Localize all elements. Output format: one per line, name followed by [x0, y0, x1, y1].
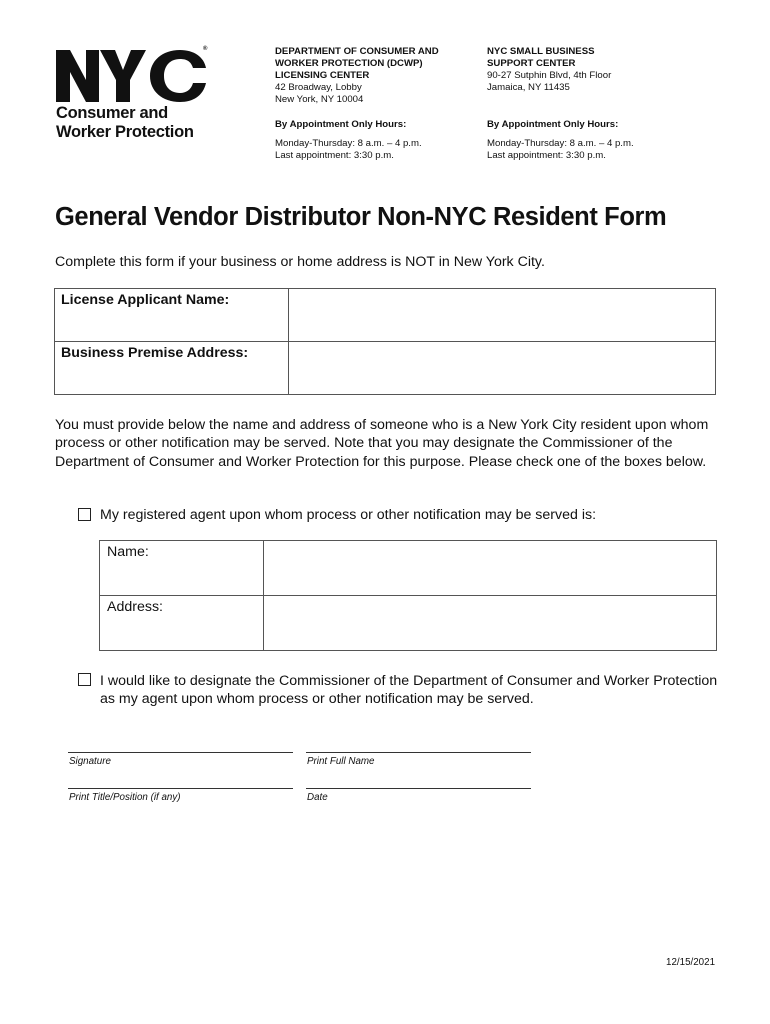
signature-label: Signature: [69, 756, 111, 767]
registered-mark: ®: [203, 46, 208, 52]
nyc-logo-icon: [56, 46, 208, 102]
office1-city: New York, NY 10004: [275, 94, 364, 105]
office2-name-line1: NYC SMALL BUSINESS: [487, 46, 595, 57]
office2-street: 90-27 Sutphin Blvd, 4th Floor: [487, 70, 612, 81]
applicant-name-label: License Applicant Name:: [55, 289, 289, 342]
office-licensing-center: [275, 46, 439, 162]
agent-address-label: Address:: [100, 596, 264, 651]
date-label: Date: [307, 792, 328, 803]
office2-name-line2: SUPPORT CENTER: [487, 58, 576, 69]
applicant-table: [54, 288, 716, 395]
date-line[interactable]: [306, 788, 531, 789]
table-row: [100, 596, 717, 651]
agent-name-field[interactable]: [264, 541, 717, 596]
office1-name-line2: WORKER PROTECTION (DCWP): [275, 58, 423, 69]
logo-agency-name: [56, 104, 194, 142]
print-name-line[interactable]: [306, 752, 531, 753]
registered-agent-checkbox[interactable]: [78, 508, 91, 521]
applicant-name-field[interactable]: [289, 289, 716, 342]
office1-name-line1: DEPARTMENT OF CONSUMER AND: [275, 46, 439, 57]
commissioner-agent-checkbox[interactable]: [78, 673, 91, 686]
agent-name-label: Name:: [100, 541, 264, 596]
office2-hours-heading: By Appointment Only Hours:: [487, 119, 619, 130]
title-position-line[interactable]: [68, 788, 293, 789]
business-address-label: Business Premise Address:: [55, 342, 289, 395]
table-row: [100, 541, 717, 596]
office1-name-line3: LICENSING CENTER: [275, 70, 370, 81]
table-row: [55, 289, 716, 342]
agent-address-field[interactable]: [264, 596, 717, 651]
print-name-label: Print Full Name: [307, 756, 375, 767]
logo-line-2: Worker Protection: [56, 123, 194, 141]
form-intro: Complete this form if your business or home address is NOT in New York City.: [55, 254, 545, 270]
office1-hours-line1: Monday-Thursday: 8 a.m. – 4 p.m.: [275, 138, 422, 149]
signature-line[interactable]: [68, 752, 293, 753]
business-address-field[interactable]: [289, 342, 716, 395]
office1-hours-heading: By Appointment Only Hours:: [275, 119, 407, 130]
office1-hours-line2: Last appointment: 3:30 p.m.: [275, 150, 394, 161]
agent-table: [99, 540, 717, 651]
office2-city: Jamaica, NY 11435: [487, 82, 570, 93]
office2-hours-line2: Last appointment: 3:30 p.m.: [487, 150, 606, 161]
registered-agent-option-label: My registered agent upon whom process or other notification may be served is:: [100, 507, 597, 523]
office-small-business-center: [487, 46, 634, 162]
title-position-label: Print Title/Position (if any): [69, 792, 181, 803]
agent-instructions: You must provide below the name and address of someone who is a New York City resident upon whom process or other notification may be served. Note that you may designate the Commissioner of the Department of Consumer and Worker Protection for this purpose. Please check one of the boxes below.: [55, 417, 709, 470]
logo-line-1: Consumer and: [56, 104, 168, 122]
form-title: General Vendor Distributor Non-NYC Resident Form: [55, 203, 667, 231]
commissioner-agent-option-label: I would like to designate the Commissioner of the Department of Consumer and Worker Protection as my agent upon whom process or other notification may be served.: [100, 673, 718, 707]
office1-street: 42 Broadway, Lobby: [275, 82, 362, 93]
office2-hours-line1: Monday-Thursday: 8 a.m. – 4 p.m.: [487, 138, 634, 149]
form-revision-date: 12/15/2021: [666, 957, 716, 968]
table-row: [55, 342, 716, 395]
